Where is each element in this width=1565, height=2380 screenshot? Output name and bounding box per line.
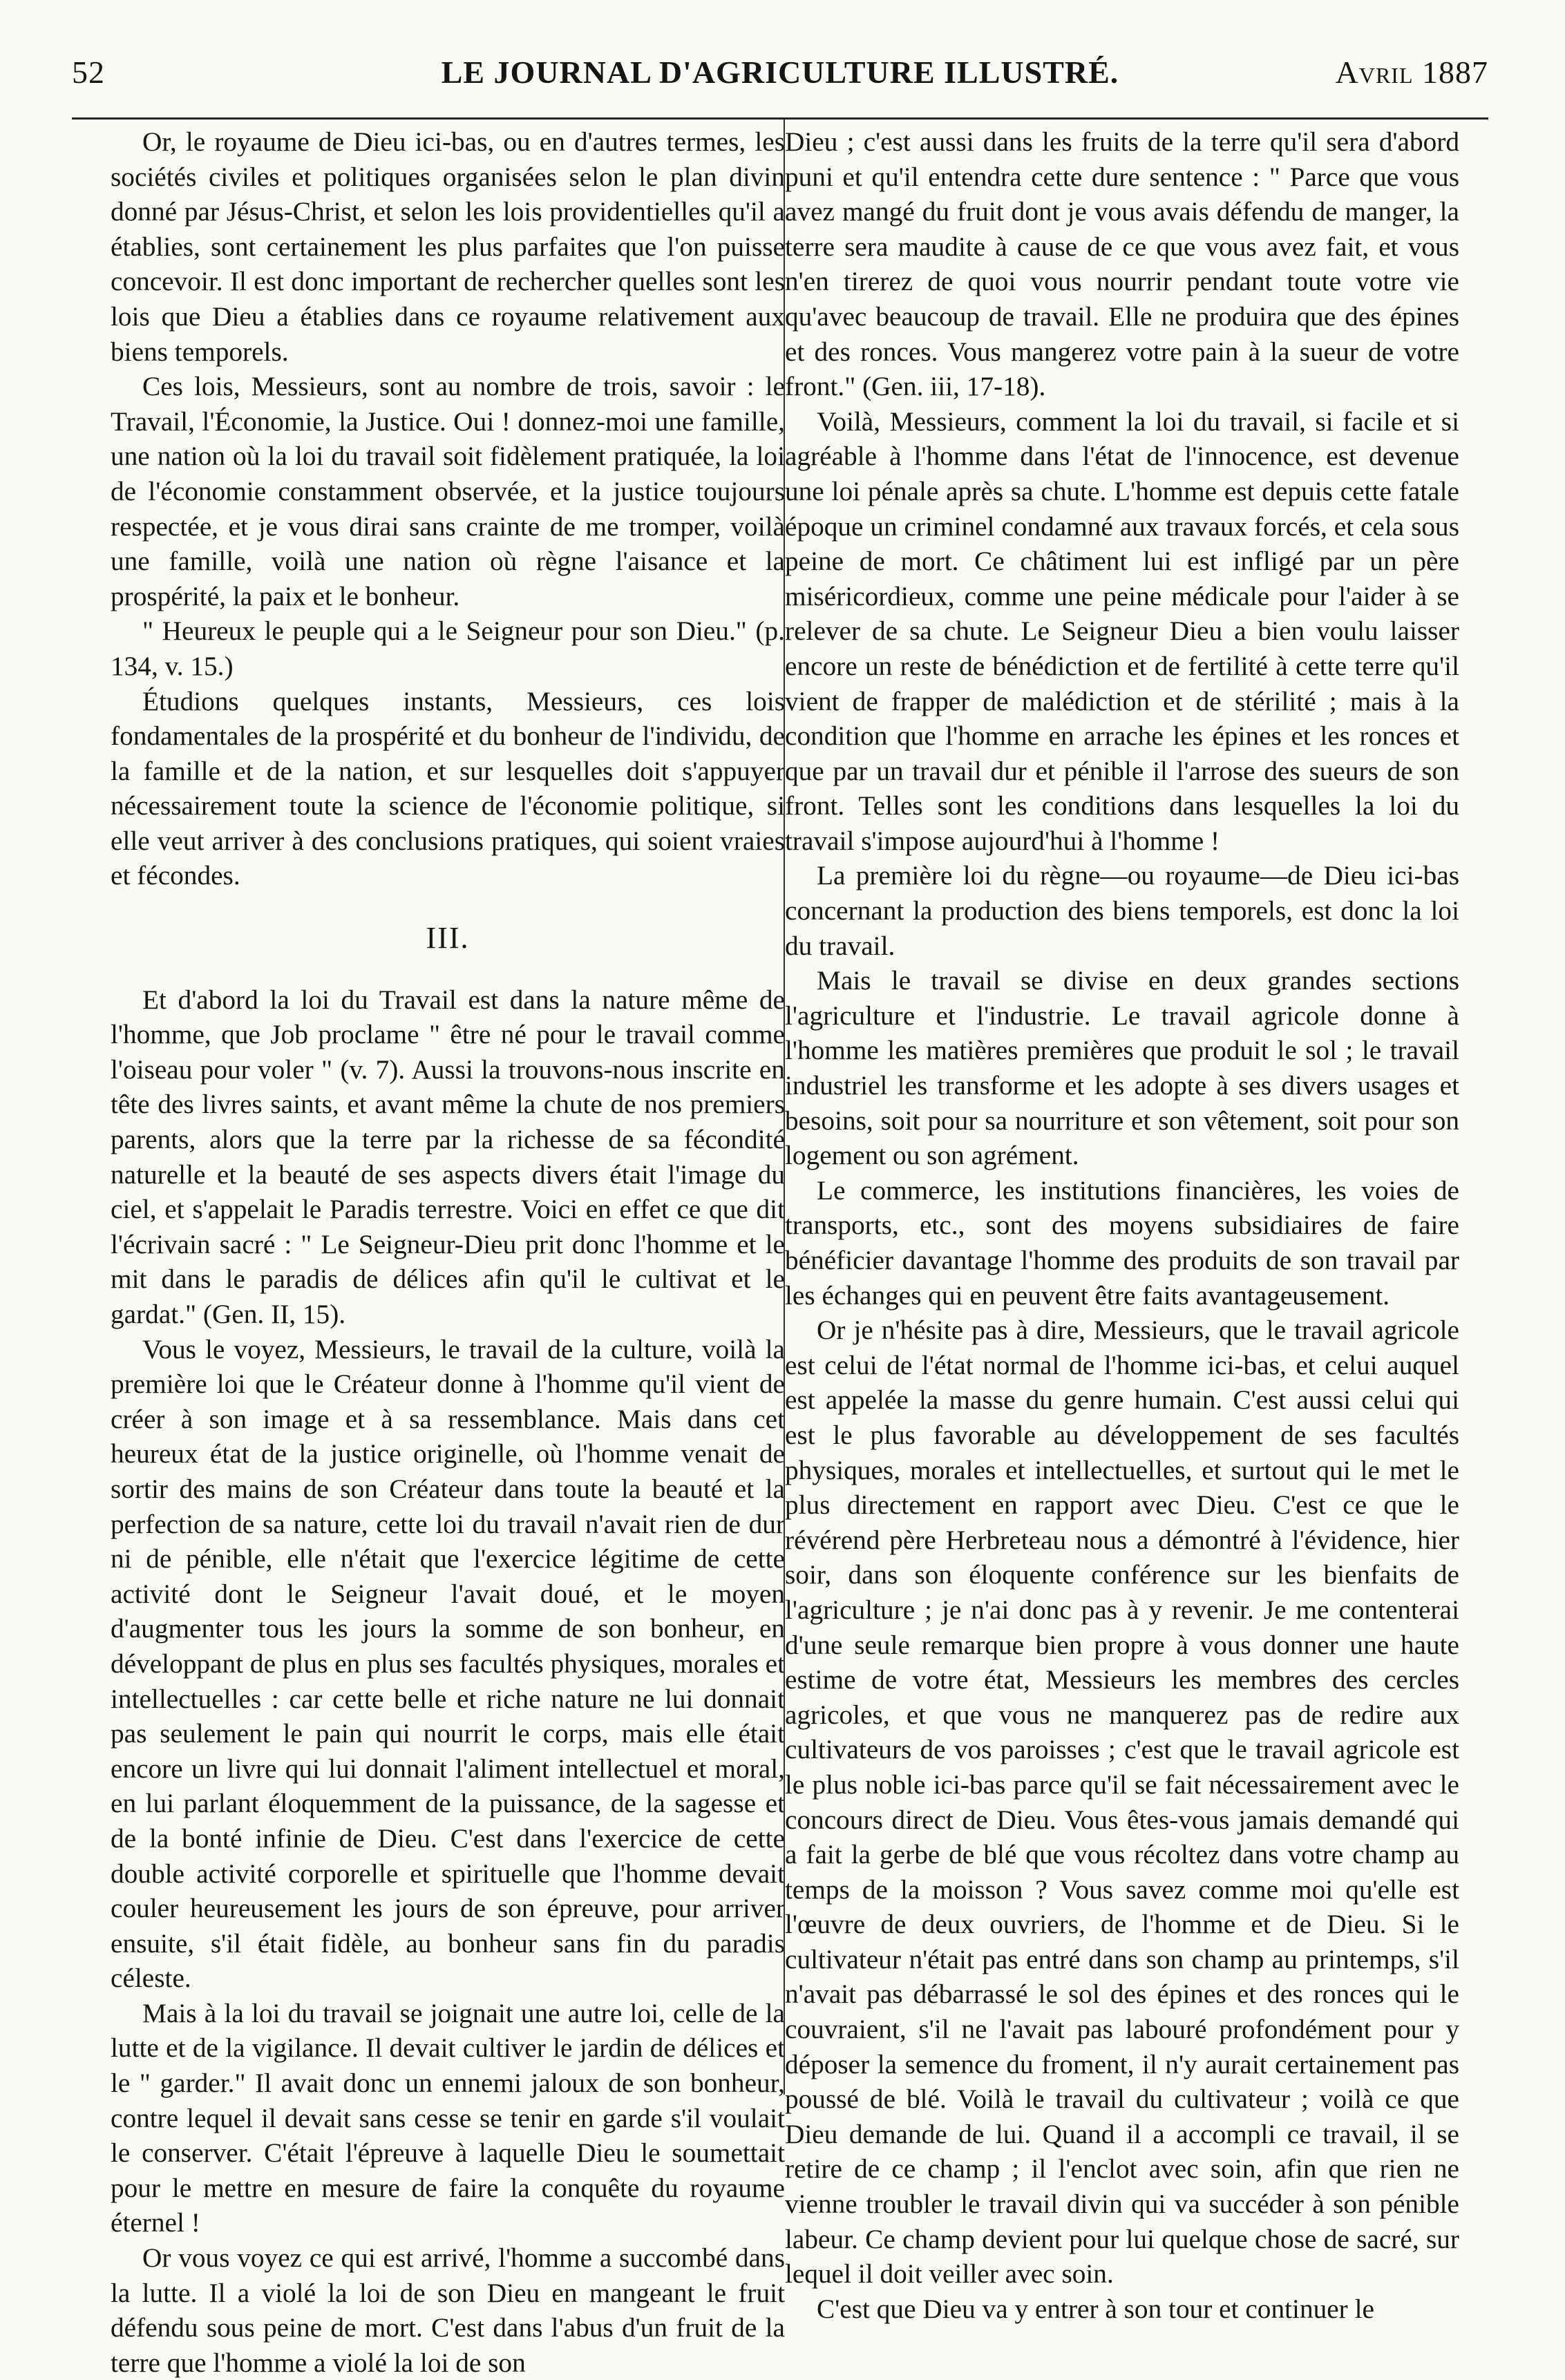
paragraph: La première loi du règne—ou royaume—de Dieu ici-bas concernant la production des biens temporels, est donc la loi du travail. <box>785 860 1459 961</box>
paragraph: Dieu ; c'est aussi dans les fruits de la terre qu'il sera d'abord puni et qu'il entendra cette dure sentence : " Parce que vous avez mangé du fruit dont je vous avais défendu de manger, la terre sera maudite à cause de ce que vous avez fait, et vous n'en tirerez de quoi vous nourrir pendant toute votre vie qu'avec beaucoup de travail. Elle ne produira que des épines et des ronces. Vous mangerez votre pain à la sueur de votre front." (Gen. iii, 17-18). <box>785 126 1459 402</box>
paragraph: " Heureux le peuple qui a le Seigneur pour son Dieu." (p. 134, v. 15.) <box>111 616 785 681</box>
paragraph: Vous le voyez, Messieurs, le travail de la culture, voilà la première loi que le Créateur donne à l'homme qu'il vient de créer à son image et à sa ressemblance. Mais dans cet heureux état de la justice originelle, où l'homme venait de sortir des mains de son Créateur dans toute la beauté et la perfection de sa nature, cette loi du travail n'avait rien de dur ni de pénible, elle n'était que l'exercice légitime de cette activité dont le Seigneur l'avait doué, et le moyen d'augmenter tous les jours la somme de son bonheur, en développant de plus en plus ses facultés physiques, morales et intellectuelles : car cette belle et riche nature ne lui donnait pas seulement le pain qui nourrit le corps, mais elle était encore un livre qui lui donnait l'aliment intellectuel et moral, en lui parlant éloquemment de la puissance, de la sagesse et de la bonté infinie de Dieu. C'est dans l'exercice de cette double activité corporelle et spirituelle que l'homme devait couler heureusement les jours de son épreuve, pour arriver ensuite, s'il était fidèle, au bonheur sans fin du paradis céleste. <box>111 1333 785 1994</box>
section-heading: III. <box>426 921 470 955</box>
paragraph: Mais à la loi du travail se joignait une autre loi, celle de la lutte et de la vigilance. Il devait cultiver le jardin de délices et le " garder." Il avait donc un ennemi jaloux de son bonheur, contre lequel il devait sans cesse se tenir en garde s'il voulait le conserver. C'était l'épreuve à laquelle Dieu le soumettait pour le mettre en mesure de faire la conquête du royaume éternel ! <box>111 1997 785 2238</box>
paragraph: Or je n'hésite pas à dire, Messieurs, que le travail agricole est celui de l'état normal de l'homme ici-bas, et celui auquel est appelée la masse du genre humain. C'est aussi celui qui est le plus favorable au développement de ses facultés physiques, morales et intellectuelles, et surtout qui le met le plus directement en rapport avec Dieu. C'est ce que le révérend père Herbreteau nous a démontré à l'évidence, hier soir, dans son éloquente conférence sur les bienfaits de l'agriculture ; je n'ai donc pas à y revenir. Je me contenterai d'une seule remarque bien propre à vous donner une haute estime de votre état, Messieurs les membres des cercles agricoles, et que vous ne manquerez pas de redire aux cultivateurs de vos paroisses ; c'est que le travail agricole est le plus noble ici-bas parce qu'il se fait nécessairement avec le concours direct de Dieu. Vous êtes-vous jamais demandé qui a fait la gerbe de blé que vous récoltez dans votre champ au temps de la moisson ? Vous savez comme moi qu'elle est l'œuvre de deux ouvriers, de l'homme et de Dieu. Si le cultivateur n'était pas entré dans son champ au printemps, s'il n'avait pas débarrassé le sol des épines et des ronces qui le couvraient, s'il ne l'avait pas labouré profondément pour y déposer la semence du froment, il n'y aurait certainement pas poussé de blé. Voilà le travail du cultivateur ; voilà ce que Dieu demande de lui. Quand il a accompli ce travail, il se retire de ce champ ; il l'enclot avec soin, afin que rien ne vienne troubler le travail divin qui va succéder à son pénible labeur. Ce champ devient pour lui quelque chose de sacré, sur lequel il doit veiller avec soin. <box>785 1315 1459 2289</box>
paragraph: Le commerce, les institutions financières, les voies de transports, etc., sont des moyens subsidiaires de faire bénéficier davantage l'homme des produits de son travail par les échanges qui en peuvent être faits avantageusement. <box>785 1174 1459 1311</box>
paragraph: Mais le travail se divise en deux grandes sections l'agriculture et l'industrie. Le travail agricole donne à l'homme les matières premières que produit le sol ; le travail industriel les transforme et les adopte à ses divers usages et besoins, soit pour sa nourriture et son vêtement, soit pour son logement ou son agrément. <box>785 965 1459 1171</box>
journal-title: LE JOURNAL D'AGRICULTURE ILLUSTRÉ. <box>441 55 1119 90</box>
header-rule <box>72 117 1488 120</box>
paragraph: Or vous voyez ce qui est arrivé, l'homme a succombé dans la lutte. Il a violé la loi de son Dieu en mangeant le fruit défendu sous peine de mort. C'est dans l'abus d'un fruit de la terre que l'homme a violé la loi de son <box>111 2243 785 2378</box>
page-header <box>72 46 1488 94</box>
paragraph: Voilà, Messieurs, comment la loi du travail, si facile et si agréable à l'homme dans l'état de l'innocence, est devenue une loi pénale après sa chute. L'homme est depuis cette fatale époque un criminel condamné aux travaux forcés, et cela sous peine de mort. Ce châtiment lui est infligé par un père miséricordieux, comme une peine médicale pour l'aider à se relever de sa chute. Le Seigneur Dieu a bien voulu laisser encore un reste de bénédiction et de fertilité à cette terre qu'il vient de frapper de malédiction et de stérilité ; mais à la condition que l'homme en arrache les épines et les ronces et que par un travail dur et pénible il l'arrose des sueurs de son front. Telles sont les conditions dans lesquelles la loi du travail s'impose aujourd'hui à l'homme ! <box>785 406 1459 856</box>
paragraph: Étudions quelques instants, Messieurs, ces lois fondamentales de la prospérité et du bonheur de l'individu, de la famille et de la nation, et sur lesquelles doit s'appuyer nécessairement toute la science de l'économie politique, si elle veut arriver à des conclusions pratiques, qui soient vraies et fécondes. <box>111 685 785 891</box>
page-number: 52 <box>72 55 105 90</box>
paragraph: C'est que Dieu va y entrer à son tour et continuer le <box>817 2293 1374 2324</box>
right-column <box>785 124 1459 2326</box>
paragraph: Or, le royaume de Dieu ici-bas, ou en d'autres termes, les sociétés civiles et politiques organisées selon le plan divin donné par Jésus-Christ, et selon les lois providentielles qu'il a établies, sont certainement les plus parfaites que l'on puisse concevoir. Il est donc important de rechercher quelles sont les lois que Dieu a établies dans ce royaume relativement aux biens temporels. <box>111 126 785 367</box>
paragraph: Ces lois, Messieurs, sont au nombre de trois, savoir : le Travail, l'Économie, la Justice. Oui ! donnez-moi une famille, une nation où la loi du travail soit fidèlement pratiquée, la loi de l'économie constamment observée, et la justice toujours respectée, et je vous dirai sans crainte de me tromper, voilà une famille, voilà une nation où règne l'aisance et la prospérité, la paix et le bonheur. <box>111 371 785 611</box>
issue-date: Avril 1887 <box>1335 55 1488 90</box>
left-column <box>111 124 785 2380</box>
paragraph: Et d'abord la loi du Travail est dans la nature même de l'homme, que Job proclame " être né pour le travail comme l'oiseau pour voler " (v. 7). Aussi la trouvons-nous inscrite en tête des livres saints, et avant même la chute de nos premiers parents, alors que la terre par la richesse de sa fécondité naturelle et la beauté de ses aspects divers était l'image du ciel, et s'appelait le Paradis terrestre. Voici en effet ce que dit l'écrivain sacré : " Le Seigneur-Dieu prit donc l'homme et le mit dans le paradis de délices afin qu'il le cultivat et le gardat." (Gen. II, 15). <box>111 984 785 1329</box>
